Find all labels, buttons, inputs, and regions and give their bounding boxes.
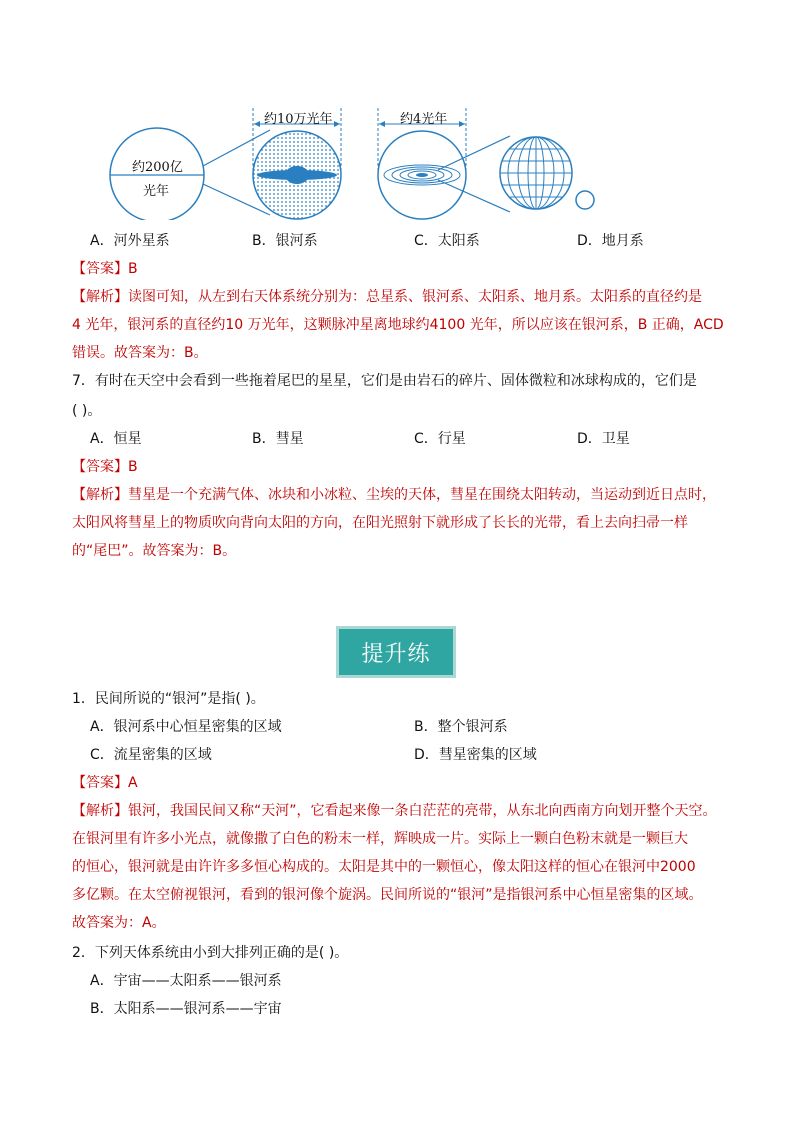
q7-analysis-line-1 [72,485,716,505]
galaxy-width-label: 约10万光年 [264,112,333,127]
p1-option-d[interactable]: D．彗星密集的区域 [414,747,537,763]
analysis-tag: 【解析】 [72,803,128,819]
analysis-tag: 【解析】 [72,487,128,503]
p1-option-c[interactable]: C．流星密集的区域 [90,747,212,763]
p2-stem: 2．下列天体系统由小到大排列正确的是( )。 [72,945,349,961]
q6-option-d[interactable]: D．地月系 [577,233,644,249]
q6-analysis-line-3: 错误。故答案为：B。 [72,345,208,361]
q7-stem-1: 7．有时在天空中会看到一些拖着尾巴的星星，它们是由岩石的碎片、固体微粒和冰球构成的，它们是 [72,373,697,389]
answer-value: B [128,261,138,277]
moon-circle [576,191,594,209]
q6-option-a[interactable]: A．河外星系 [90,233,170,249]
answer-tag: 【答案】 [72,459,128,475]
q7-option-a[interactable]: A．恒星 [90,431,142,447]
p1-analysis-line-2: 在银河里有许多小光点，就像撒了白色的粉末一样，辉映成一片。实际上一颗白色粉末就是一颗巨大 [72,831,688,847]
answer-value: B [128,459,138,475]
q6-answer [72,259,138,279]
analysis-text: 读图可知，从左到右天体系统分别为：总星系、银河系、太阳系、地月系。太阳系的直径约是 [128,289,702,305]
answer-value: A [128,775,138,791]
q7-analysis-line-3: 的“尾巴”。故答案为：B。 [72,543,237,559]
analysis-text: 彗星是一个充满气体、冰块和小冰粒、尘埃的天体，彗星在围绕太阳转动，当运动到近日点时， [128,487,716,503]
q7-answer [72,457,138,477]
universe-label-1: 约200亿 [132,160,183,175]
p1-answer [72,773,138,793]
q7-option-b[interactable]: B．彗星 [252,431,304,447]
section-title-box [336,626,456,678]
q7-option-c[interactable]: C．行星 [414,431,466,447]
analysis-tag: 【解析】 [72,289,128,305]
p2-option-b[interactable]: B．太阳系——银河系——宇宙 [90,1001,282,1017]
solar-width-label: 约4光年 [400,112,448,127]
answer-tag: 【答案】 [72,261,128,277]
section-title: 提升练 [361,641,431,667]
earth-globe [500,137,572,209]
q7-analysis-line-2: 太阳风将彗星上的物质吹向背向太阳的方向，在阳光照射下就形成了长长的光带，看上去向扫帚一样 [72,515,688,531]
p1-analysis-line-1 [72,801,717,821]
q7-option-d[interactable]: D．卫星 [577,431,630,447]
answer-tag: 【答案】 [72,775,128,791]
p1-option-a[interactable]: A．银河系中心恒星密集的区域 [90,719,282,735]
p1-analysis-line-4: 多亿颗。在太空俯视银河，看到的银河像个旋涡。民间所说的“银河”是指银河系中心恒星密集的区域。 [72,887,703,903]
q6-analysis-line-2: 4 光年，银河系的直径约10 万光年，这颗脉冲星离地球约4100 光年，所以应该在银河系，B 正确，ACD [72,317,724,333]
p1-stem: 1．民间所说的“银河”是指( )。 [72,691,265,707]
q6-option-b[interactable]: B．银河系 [252,233,318,249]
analysis-text: 银河，我国民间又称“天河”，它看起来像一条白茫茫的亮带，从东北向西南方向划开整个天空。 [128,803,717,819]
q6-analysis-line-1 [72,287,702,307]
universe-label-2: 光年 [143,184,170,199]
q7-stem-2: ( )。 [72,403,102,419]
p1-analysis-line-3: 的恒心，银河就是由许许多多恒心构成的。太阳是其中的一颗恒心，像太阳这样的恒心在银河中2000 [72,859,696,875]
p1-analysis-line-5: 故答案为：A。 [72,915,166,931]
q6-option-c[interactable]: C．太阳系 [414,233,480,249]
p2-option-a[interactable]: A．宇宙——太阳系——银河系 [90,973,282,989]
p1-option-b[interactable]: B．整个银河系 [414,719,508,735]
